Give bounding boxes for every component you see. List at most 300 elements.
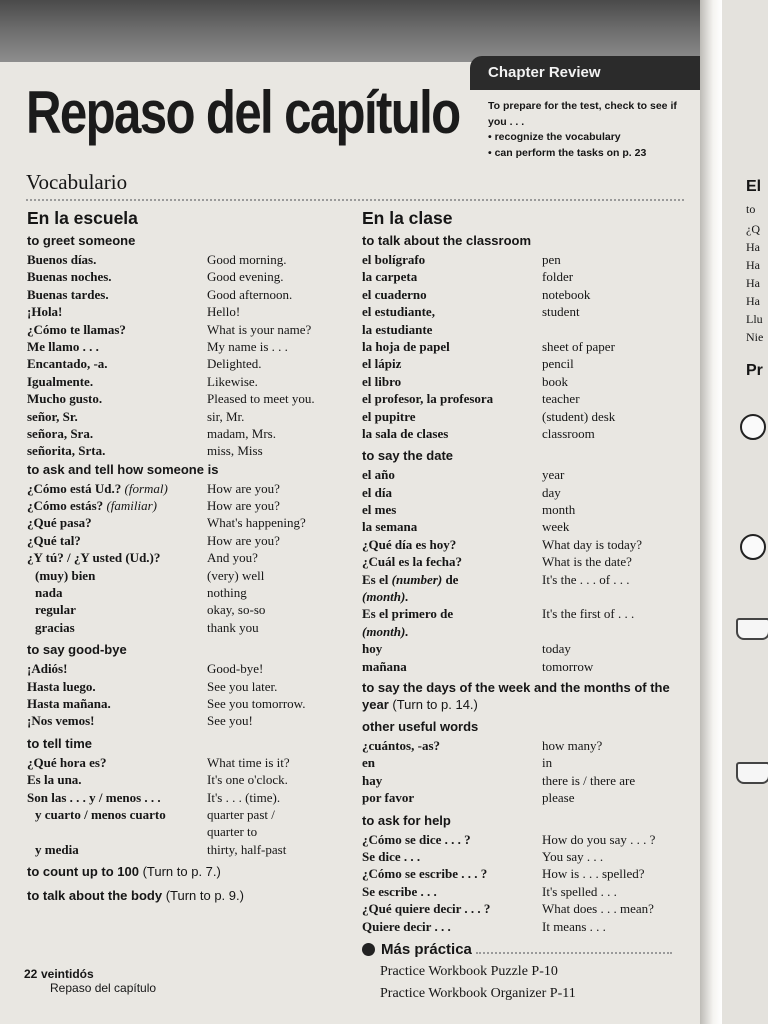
vocab-row <box>27 514 347 531</box>
spanish-text: gracias <box>35 619 75 635</box>
spanish-term <box>27 355 207 372</box>
register-note: (familiar) <box>106 498 157 514</box>
english-text: student <box>542 304 580 320</box>
spanish-text: ¿Qué hora es? <box>27 754 107 770</box>
english-text: pen <box>542 252 561 267</box>
english-translation <box>542 900 654 917</box>
spanish-term <box>27 338 207 355</box>
spanish-term <box>362 553 542 570</box>
page-number <box>24 966 156 981</box>
en-la-escuela-column <box>27 205 347 906</box>
spanish-text: señorita, Srta. <box>27 443 106 459</box>
spanish-text: el día <box>362 484 392 500</box>
spanish-term <box>27 390 207 407</box>
english-text: What's happening? <box>207 515 306 531</box>
spanish-term <box>27 619 207 636</box>
top-banner <box>0 0 768 62</box>
english-text: It's the first of . . . <box>542 606 635 622</box>
spanish-term <box>362 338 542 355</box>
english-text: Likewise. <box>207 373 258 389</box>
topic-help: to ask for help <box>362 812 451 828</box>
vocab-row <box>362 918 672 935</box>
english-translation <box>207 355 262 372</box>
english-translation <box>542 848 603 865</box>
vocab-row <box>27 303 347 320</box>
vocab-row <box>27 408 347 425</box>
spanish-term <box>27 806 207 841</box>
adjacent-page-edge <box>722 0 768 1024</box>
english-translation <box>207 408 244 425</box>
spanish-term <box>27 712 207 729</box>
spanish-text: hay <box>362 772 383 788</box>
spanish-text: mañana <box>362 658 407 674</box>
spanish-term <box>362 754 542 771</box>
english-translation <box>207 695 305 712</box>
spanish-text: la hoja de papel <box>362 338 450 354</box>
spanish-text: hoy <box>362 641 383 657</box>
english-translation <box>207 321 311 338</box>
topic-body <box>27 886 347 906</box>
english-translation <box>542 605 634 640</box>
placeholder-slot: (number) <box>391 571 443 587</box>
english-translation <box>207 480 280 497</box>
vocab-row <box>27 497 347 514</box>
book-icon <box>736 762 768 784</box>
spanish-text: la sala de clases <box>362 425 449 441</box>
page-number-digits: 22 <box>24 967 38 981</box>
spanish-text: ¿Cuál es la fecha? <box>362 554 463 570</box>
english-translation <box>207 789 280 806</box>
english-translation <box>542 268 573 285</box>
spanish-term <box>362 831 542 848</box>
english-text: Good afternoon. <box>207 286 293 302</box>
spanish-text: de <box>445 571 459 587</box>
spanish-text: ¿Cómo estás? <box>27 498 104 514</box>
english-translation <box>542 484 561 501</box>
english-translation <box>207 442 263 459</box>
mas-practica-header <box>362 939 672 961</box>
spanish-term <box>362 883 542 900</box>
spanish-text: Quiere decir . . . <box>362 918 451 934</box>
english-translation <box>207 549 258 566</box>
spanish-term <box>362 501 542 518</box>
vocab-row <box>27 601 347 618</box>
topic-body-label: to talk about the body <box>27 888 163 904</box>
spanish-text: y cuarto / menos cuarto <box>35 806 166 822</box>
topic-days-label: to say the days of the week and the months of the year <box>362 680 670 713</box>
english-text: today <box>542 641 571 657</box>
vocab-row <box>362 553 672 570</box>
english-translation <box>542 754 552 771</box>
english-text: thank you <box>207 619 259 635</box>
spanish-text: Es la una. <box>27 772 82 788</box>
en-la-clase-column <box>362 205 672 1005</box>
vocab-row <box>362 286 672 303</box>
spanish-term <box>362 268 542 285</box>
page-edge-text: Ha <box>746 276 760 290</box>
english-text: book <box>542 373 568 389</box>
spanish-text: Buenos días. <box>27 252 97 267</box>
spanish-term <box>27 408 207 425</box>
review-note-intro: To prepare for the test, check to see if you . . . <box>488 100 677 128</box>
english-text: tomorrow <box>542 658 594 674</box>
english-text: See you tomorrow. <box>207 695 306 711</box>
spanish-term <box>27 373 207 390</box>
english-text: (very) well <box>207 567 265 583</box>
vocab-row <box>27 442 347 459</box>
spanish-term <box>27 841 207 858</box>
vocab-row <box>362 865 672 882</box>
vocab-row <box>27 771 347 788</box>
spanish-text: nada <box>35 585 63 601</box>
spanish-text: el cuaderno <box>362 286 427 302</box>
english-text: Delighted. <box>207 356 262 372</box>
spanish-text: Se escribe . . . <box>362 883 437 899</box>
english-text: How are you? <box>207 498 280 514</box>
english-text: there is / there are <box>542 772 636 788</box>
english-translation <box>207 712 253 729</box>
english-text: please <box>542 790 575 806</box>
vocab-row <box>27 355 347 372</box>
dotted-divider <box>26 199 684 201</box>
section-title: En la escuela <box>27 208 138 228</box>
english-translation <box>207 754 290 771</box>
spanish-term <box>362 286 542 303</box>
english-translation <box>207 514 306 531</box>
topic-useful: other useful words <box>362 719 479 735</box>
mas-practica-title: Más práctica <box>381 941 472 959</box>
ask-list <box>27 480 347 637</box>
spanish-term <box>27 514 207 531</box>
english-translation <box>207 601 265 618</box>
practice-bullet-icon <box>362 943 375 956</box>
page-edge-text: Llu <box>746 312 763 326</box>
vocab-row <box>362 268 672 285</box>
english-translation <box>542 772 635 789</box>
english-text: madam, Mrs. <box>207 425 276 441</box>
vocabulario-heading: Vocabulario <box>26 170 128 194</box>
time-list <box>27 754 347 858</box>
spanish-text: el lápiz <box>362 356 402 372</box>
spanish-term <box>362 900 542 917</box>
book-spine <box>700 0 722 1024</box>
english-translation <box>542 918 606 935</box>
spanish-term <box>27 442 207 459</box>
spanish-text: ¿Qué tal? <box>27 532 81 548</box>
vocab-row <box>27 373 347 390</box>
spanish-term <box>362 772 542 789</box>
spanish-term <box>27 321 207 338</box>
spanish-term <box>362 484 542 501</box>
vocab-row <box>27 567 347 584</box>
placeholder-slot: (time). <box>245 789 281 805</box>
english-text: My name is . . . <box>207 338 288 354</box>
spanish-term <box>27 268 207 285</box>
topic-count <box>27 862 347 882</box>
help-list <box>362 831 672 935</box>
english-text: Hello! <box>207 304 241 320</box>
english-text: How are you? <box>207 480 280 496</box>
english-text: quarter past / quarter to <box>207 806 275 840</box>
english-translation <box>207 390 315 407</box>
spanish-text: Encantado, -a. <box>27 356 108 372</box>
spanish-term <box>27 532 207 549</box>
spanish-text: Hasta mañana. <box>27 695 111 711</box>
spanish-term <box>362 571 542 606</box>
english-text: week <box>542 519 570 535</box>
spanish-term <box>362 373 542 390</box>
spanish-text: el libro <box>362 373 402 389</box>
spanish-text: señor, Sr. <box>27 408 78 424</box>
spanish-text: el año <box>362 467 395 483</box>
date-list <box>362 466 672 675</box>
spanish-term <box>27 584 207 601</box>
spanish-term <box>27 286 207 303</box>
english-text: How do you say . . . ? <box>542 831 656 847</box>
vocab-row <box>362 737 672 754</box>
page-edge-text: El <box>746 178 762 195</box>
spanish-term <box>362 789 542 806</box>
english-translation <box>207 660 263 677</box>
classroom-list <box>362 251 672 442</box>
spanish-term <box>27 789 207 806</box>
review-note-item: • can perform the tasks on p. 23 <box>488 146 688 162</box>
english-translation <box>207 338 288 355</box>
english-text: It means . . . <box>542 918 606 934</box>
spanish-term <box>362 536 542 553</box>
english-text: classroom <box>542 425 595 441</box>
dotted-divider <box>476 952 672 954</box>
spanish-term <box>362 303 542 338</box>
spanish-text: en <box>362 755 375 771</box>
vocab-row <box>362 772 672 789</box>
vocab-row <box>362 883 672 900</box>
topic-date: to say the date <box>362 448 454 464</box>
english-translation <box>542 373 568 390</box>
english-text: Good morning. <box>207 252 287 267</box>
english-translation <box>207 373 258 390</box>
english-translation <box>542 408 615 425</box>
english-translation <box>542 518 569 535</box>
spanish-text: Hasta luego. <box>27 678 96 694</box>
spanish-term <box>27 695 207 712</box>
page-number-word: veintidós <box>40 967 94 981</box>
english-translation <box>207 806 275 841</box>
register-note: (formal) <box>124 480 168 496</box>
spanish-term <box>362 355 542 372</box>
topic-body-ref: (Turn to p. 9.) <box>165 888 244 904</box>
spanish-text: y media <box>35 841 79 857</box>
english-text: How are you? <box>207 532 280 548</box>
english-text: What is the date? <box>542 554 632 570</box>
english-text: miss, Miss <box>207 443 263 459</box>
english-text: notebook <box>542 286 591 302</box>
spanish-text: ¡Adiós! <box>27 661 68 677</box>
english-text: thirty, half-past <box>207 841 287 857</box>
english-translation <box>207 303 240 320</box>
spanish-term <box>362 640 542 657</box>
vocab-row <box>27 268 347 285</box>
vocab-row <box>362 848 672 865</box>
english-translation <box>542 571 630 606</box>
spanish-term <box>27 425 207 442</box>
spanish-term <box>27 567 207 584</box>
spanish-text: el profesor, la profesora <box>362 391 494 407</box>
spanish-term <box>27 678 207 695</box>
spanish-term <box>27 303 207 320</box>
english-text: It's spelled . . . <box>542 883 617 899</box>
english-translation <box>207 584 247 601</box>
spanish-term <box>362 865 542 882</box>
english-translation <box>207 251 286 268</box>
spanish-term <box>27 251 207 268</box>
english-text: folder <box>542 269 574 285</box>
english-translation <box>207 286 292 303</box>
vocab-row <box>362 658 672 675</box>
spanish-term <box>27 480 207 497</box>
vocab-row <box>27 712 347 729</box>
vocab-row <box>362 466 672 483</box>
spanish-term <box>27 660 207 677</box>
english-text: You say . . . <box>542 848 604 864</box>
english-text: teacher <box>542 391 580 407</box>
spanish-text: ¿Cómo se dice . . . ? <box>362 831 471 847</box>
english-text: See you later. <box>207 678 278 694</box>
vocab-row <box>362 251 672 268</box>
topic-days <box>362 679 672 713</box>
vocab-row <box>362 789 672 806</box>
review-note-item: • recognize the vocabulary <box>488 130 688 146</box>
spanish-text: ¿Qué día es hoy? <box>362 536 457 552</box>
spanish-text: ¡Nos vemos! <box>27 713 95 729</box>
spanish-text: Igualmente. <box>27 373 94 389</box>
vocab-row <box>362 425 672 442</box>
review-note <box>488 99 688 161</box>
spanish-term <box>362 408 542 425</box>
english-translation <box>542 789 574 806</box>
topic-days-ref: (Turn to p. 14.) <box>392 697 478 713</box>
english-text: And you? <box>207 550 258 566</box>
page-edge-text: ¿Q <box>746 222 760 236</box>
spanish-term <box>362 518 542 535</box>
spanish-term <box>27 754 207 771</box>
english-text: okay, so-so <box>207 602 266 618</box>
english-translation <box>207 678 277 695</box>
english-text: sheet of paper <box>542 338 615 354</box>
english-translation <box>542 425 595 442</box>
spanish-text: Se dice . . . <box>362 848 421 864</box>
footer-subtitle: Repaso del capítulo <box>50 981 157 995</box>
english-text: What is your name? <box>207 321 312 337</box>
spanish-text: ¿cuántos, -as? <box>362 738 441 754</box>
english-text: year <box>542 467 565 483</box>
vocab-row <box>27 549 347 566</box>
vocab-row <box>27 754 347 771</box>
vocab-row <box>362 518 672 535</box>
vocab-row <box>27 660 347 677</box>
spanish-term <box>27 601 207 618</box>
english-translation <box>542 831 655 848</box>
english-text: sir, Mr. <box>207 408 245 424</box>
spanish-term <box>362 737 542 754</box>
chapter-review-tab: Chapter Review <box>470 56 720 90</box>
spanish-text: Mucho gusto. <box>27 391 103 407</box>
topic-time: to tell time <box>27 735 93 751</box>
english-translation <box>542 865 645 882</box>
english-text: What time is it? <box>207 754 290 770</box>
english-text: (student) desk <box>542 408 616 424</box>
vocab-row <box>27 480 347 497</box>
practice-item: Practice Workbook Puzzle P-10 <box>380 963 558 979</box>
placeholder-slot: (month). <box>362 623 409 639</box>
spanish-text: Son las . . . y / menos . . . <box>27 789 161 805</box>
english-translation <box>207 619 259 636</box>
english-text: Good-bye! <box>207 661 264 677</box>
english-translation <box>542 355 574 372</box>
topic-ask: to ask and tell how someone is <box>27 461 219 477</box>
english-text: It's . . . <box>207 789 242 805</box>
spanish-term <box>362 466 542 483</box>
page-edge-text: Ha <box>746 294 760 308</box>
vocab-row <box>27 789 347 806</box>
page-edge-text: Pr <box>746 362 763 379</box>
useful-list <box>362 737 672 807</box>
english-text: Pleased to meet you. <box>207 391 315 407</box>
vocab-row <box>27 338 347 355</box>
english-text: It's the . . . of . . . <box>542 571 630 587</box>
english-translation <box>207 268 284 285</box>
english-text: It's one o'clock. <box>207 772 288 788</box>
spanish-term <box>362 251 542 268</box>
greet-list <box>27 251 347 460</box>
vocab-row <box>362 754 672 771</box>
vocab-row <box>362 355 672 372</box>
english-translation <box>207 841 286 858</box>
vocab-row <box>27 532 347 549</box>
english-text: day <box>542 484 561 500</box>
english-text: nothing <box>207 585 247 601</box>
topic-classroom: to talk about the classroom <box>362 233 532 248</box>
vocab-row <box>27 678 347 695</box>
spanish-term <box>27 549 207 566</box>
book-icon <box>736 618 768 640</box>
spanish-text: el bolígrafo <box>362 252 426 267</box>
english-translation <box>207 532 280 549</box>
face-icon <box>740 414 766 440</box>
page-title: Repaso del capítulo <box>26 79 460 146</box>
english-translation <box>542 640 571 657</box>
english-text: See you! <box>207 713 253 729</box>
vocab-row <box>27 286 347 303</box>
page-edge-text: Nie <box>746 330 764 344</box>
spanish-term <box>362 848 542 865</box>
spanish-term <box>27 771 207 788</box>
topic-count-ref: (Turn to p. 7.) <box>142 864 221 880</box>
vocab-row <box>362 536 672 553</box>
spanish-text: regular <box>35 602 76 618</box>
spanish-text: ¿Qué quiere decir . . . ? <box>362 901 491 917</box>
spanish-text: el mes <box>362 502 397 518</box>
spanish-term <box>362 658 542 675</box>
vocab-row <box>27 321 347 338</box>
english-translation <box>207 567 264 584</box>
spanish-text: ¡Hola! <box>27 304 63 320</box>
spanish-text: ¿Qué pasa? <box>27 515 92 531</box>
spanish-text: Buenas noches. <box>27 269 112 285</box>
english-translation <box>207 497 280 514</box>
topic-bye: to say good-bye <box>27 642 127 658</box>
section-title: En la clase <box>362 208 453 228</box>
